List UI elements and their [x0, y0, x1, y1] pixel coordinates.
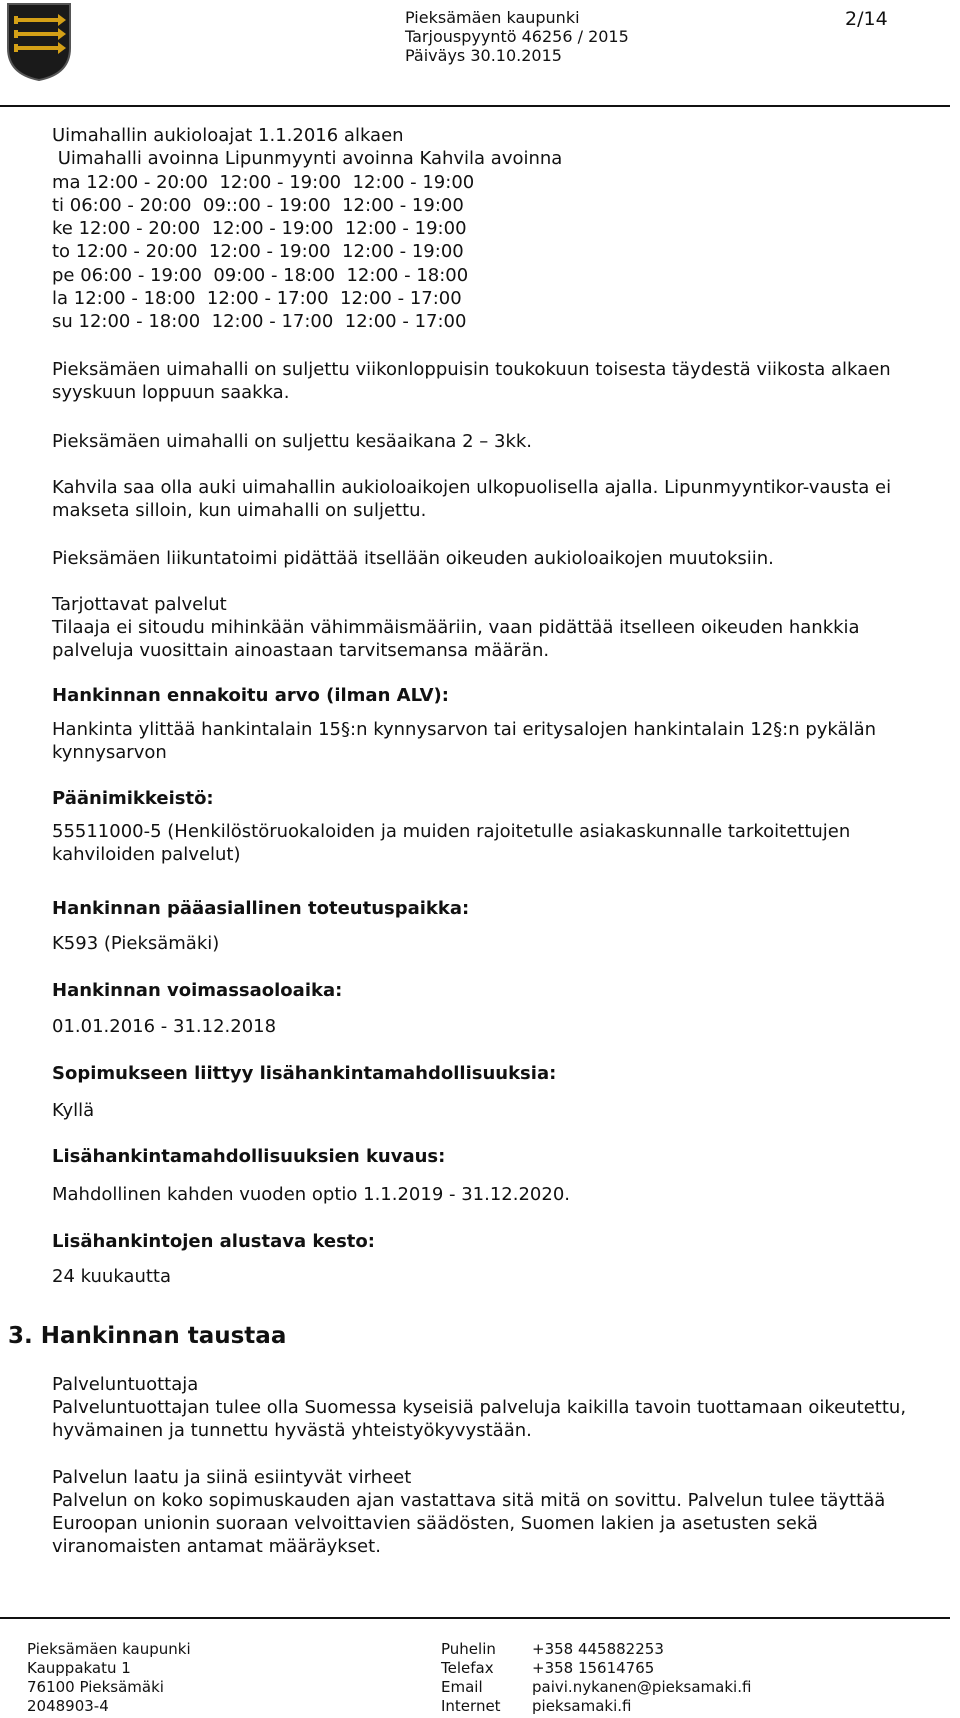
- provider-title: Palveluntuottaja: [52, 1374, 199, 1395]
- footer-divider: [0, 1617, 950, 1619]
- section-heading: 3. Hankinnan taustaa: [8, 1323, 287, 1349]
- options-description-label: Lisähankintamahdollisuuksien kuvaus:: [52, 1146, 446, 1167]
- hours-title: Uimahallin aukioloajat 1.1.2016 alkaen: [52, 125, 404, 146]
- footer-business-id: 2048903-4: [27, 1697, 109, 1715]
- header-org: Pieksämäen kaupunki: [405, 8, 580, 27]
- footer-fax-label: Telefax: [441, 1659, 494, 1677]
- footer-contact-values: [532, 1640, 751, 1716]
- value-label: Hankinnan ennakoitu arvo (ilman ALV):: [52, 685, 449, 706]
- quality-text: Palvelun on koko sopimuskauden ajan vastattava sitä mitä on sovittu. Palvelun tulee täyttää Euroopan unionin suoraan velvoittavien säädösten, Suomen lakien ja asetusten sekä viranomaisten antamat määräykset.: [52, 1490, 886, 1557]
- footer-web-label: Internet: [441, 1697, 501, 1715]
- quality-title: Palvelun laatu ja siinä esiintyvät virheet: [52, 1467, 412, 1488]
- header-divider: [0, 105, 950, 107]
- footer-phone: +358 445882253: [532, 1640, 664, 1658]
- page-number: 2/14: [845, 8, 888, 30]
- footer-city: 76100 Pieksämäki: [27, 1678, 164, 1696]
- cpv-label: Päänimikkeistö:: [52, 788, 214, 809]
- hours-row: su 12:00 - 18:00 12:00 - 17:00 12:00 - 17:00: [52, 311, 467, 333]
- provider-text: Palveluntuottajan tulee olla Suomessa kyseisiä palveluja kaikilla tavoin tuottamaan oikeutettu, hyvämainen ja tunnettu hyvästä yhteistyökyvystään.: [52, 1397, 907, 1441]
- coat-of-arms-logo: [6, 2, 72, 82]
- hours-row: ma 12:00 - 20:00 12:00 - 19:00 12:00 - 19:00: [52, 171, 475, 193]
- paragraph-closed-summer: Pieksämäen uimahalli on suljettu kesäaikana 2 – 3kk.: [52, 431, 533, 452]
- place-text: K593 (Pieksämäki): [52, 933, 220, 954]
- place-label: Hankinnan pääasiallinen toteutuspaikka:: [52, 898, 470, 919]
- duration-text: 24 kuukautta: [52, 1266, 172, 1287]
- hours-row: ke 12:00 - 20:00 12:00 - 19:00 12:00 - 19:00: [52, 218, 467, 240]
- footer-phone-label: Puhelin: [441, 1640, 496, 1658]
- header-date: Päiväys 30.10.2015: [405, 46, 562, 65]
- cpv-text: 55511000-5 (Henkilöstöruokaloiden ja muiden rajoitetulle asiakaskunnalle tarkoitettujen kahviloiden palvelut): [52, 821, 851, 865]
- footer-web-link[interactable]: pieksamaki.fi: [532, 1697, 632, 1715]
- duration-label: Lisähankintojen alustava kesto:: [52, 1231, 375, 1252]
- hours-row: pe 06:00 - 19:00 09:00 - 18:00 12:00 - 18:00: [52, 264, 469, 286]
- hours-row: ti 06:00 - 20:00 09::00 - 19:00 12:00 - 19:00: [52, 194, 464, 216]
- opening-hours: [52, 124, 562, 334]
- footer-contact-labels: [441, 1640, 501, 1716]
- options-label: Sopimukseen liittyy lisähankintamahdollisuuksia:: [52, 1063, 557, 1084]
- paragraph-rights: Pieksämäen liikuntatoimi pidättää itsellään oikeuden aukioloaikojen muutoksiin.: [52, 548, 774, 569]
- value-text: Hankinta ylittää hankintalain 15§:n kynnysarvon tai eritysalojen hankintalain 12§:n pykälän kynnysarvon: [52, 719, 877, 763]
- options-description-text: Mahdollinen kahden vuoden optio 1.1.2019 - 31.12.2020.: [52, 1184, 571, 1205]
- offered-services-text: Tilaaja ei sitoudu mihinkään vähimmäismääriin, vaan pidättää itselleen oikeuden hankkia palveluja vuosittain ainoastaan tarvitsemansa määrän.: [52, 617, 860, 661]
- paragraph-cafe-open: Kahvila saa olla auki uimahallin aukioloaikojen ulkopuolisella ajalla. Lipunmyyntikor-vausta ei makseta silloin, kun uimahalli on suljettu.: [52, 477, 892, 521]
- hours-row: to 12:00 - 20:00 12:00 - 19:00 12:00 - 19:00: [52, 241, 464, 263]
- header-reference: Tarjouspyyntö 46256 / 2015: [405, 27, 629, 46]
- hours-row: la 12:00 - 18:00 12:00 - 17:00 12:00 - 17:00: [52, 288, 462, 310]
- footer-email-link[interactable]: paivi.nykanen@pieksamaki.fi: [532, 1678, 752, 1696]
- offered-services-title: Tarjottavat palvelut: [52, 594, 227, 615]
- validity-text: 01.01.2016 - 31.12.2018: [52, 1016, 277, 1037]
- footer-address: [27, 1640, 191, 1716]
- options-text: Kyllä: [52, 1100, 95, 1121]
- footer-street: Kauppakatu 1: [27, 1659, 131, 1677]
- paragraph-closed-weekends: Pieksämäen uimahalli on suljettu viikonloppuisin toukokuun toisesta täydestä viikosta alkaen syyskuun loppuun saakka.: [52, 359, 891, 403]
- document-header: [405, 8, 629, 65]
- footer-fax: +358 15614765: [532, 1659, 655, 1677]
- hours-columns: Uimahalli avoinna Lipunmyynti avoinna Kahvila avoinna: [52, 148, 563, 170]
- footer-org: Pieksämäen kaupunki: [27, 1640, 191, 1658]
- validity-label: Hankinnan voimassaoloaika:: [52, 980, 343, 1001]
- footer-email-label: Email: [441, 1678, 483, 1696]
